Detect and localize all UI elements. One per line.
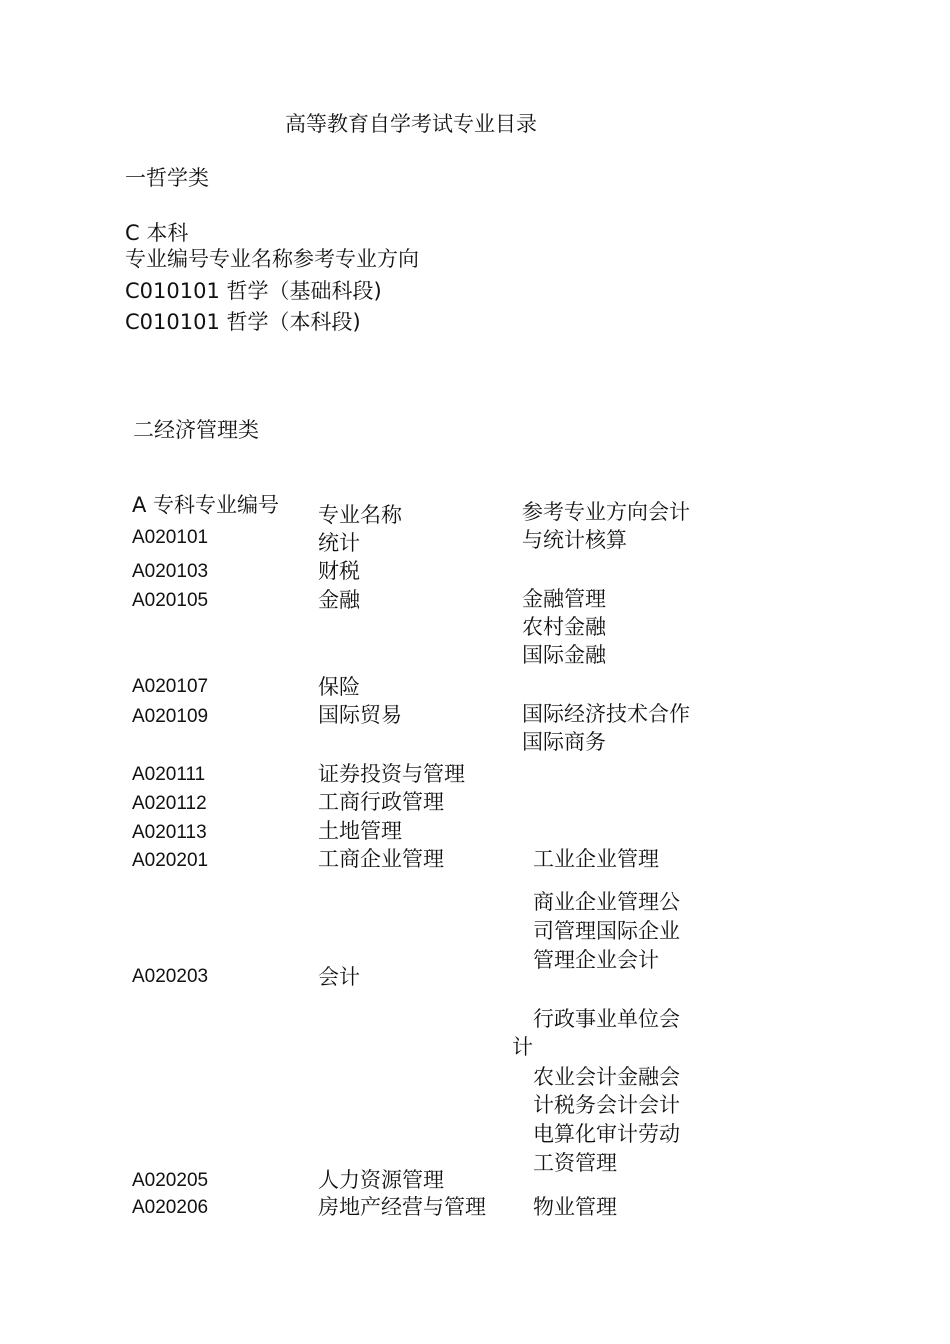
major-code: A020206 <box>132 1197 209 1218</box>
direction-text: 计税务会计会计 <box>533 1093 680 1117</box>
major-code: A020103 <box>132 561 209 582</box>
major-code: A020201 <box>132 850 209 871</box>
column-header-direction: 参考专业方向会计 <box>522 500 690 524</box>
major-code: A020105 <box>132 590 209 611</box>
major-name: 土地管理 <box>318 819 402 843</box>
direction-text: 工业企业管理 <box>533 847 659 871</box>
direction-text: 计 <box>512 1035 533 1059</box>
direction-text: 与统计核算 <box>522 528 627 552</box>
table-row: C010101 哲学（本科段) <box>125 310 361 334</box>
direction-text: 行政事业单位会 <box>533 1007 680 1031</box>
direction-text: 农业会计金融会 <box>533 1065 680 1089</box>
major-name: 工商企业管理 <box>318 847 444 871</box>
direction-text: 国际商务 <box>522 730 606 754</box>
direction-text: 国际经济技术合作 <box>522 702 690 726</box>
column-header-name: 专业名称 <box>318 503 402 527</box>
direction-text: 司管理国际企业 <box>533 919 680 943</box>
direction-text: 商业企业管理公 <box>533 890 680 914</box>
major-name: 财税 <box>318 559 360 583</box>
major-code: A020205 <box>132 1170 209 1191</box>
direction-text: 管理企业会计 <box>533 948 659 972</box>
column-header-code: A 专科专业编号 <box>132 493 280 517</box>
major-name: 工商行政管理 <box>318 790 444 814</box>
major-code: A020113 <box>132 822 207 843</box>
direction-text: 农村金融 <box>522 615 606 639</box>
major-code: A020109 <box>132 706 209 727</box>
direction-text: 物业管理 <box>533 1195 617 1219</box>
major-name: 保险 <box>318 675 360 699</box>
major-name: 金融 <box>318 588 360 612</box>
section-heading-philosophy: 一哲学类 <box>125 166 209 190</box>
major-name: 证券投资与管理 <box>318 762 465 786</box>
direction-text: 国际金融 <box>522 643 606 667</box>
direction-text: 金融管理 <box>522 587 606 611</box>
section-heading-economics: 二经济管理类 <box>133 418 259 442</box>
table-row: C010101 哲学（基础科段) <box>125 279 382 303</box>
level-label-undergrad: C 本科 <box>125 221 189 245</box>
page-title: 高等教育自学考试专业目录 <box>285 112 537 136</box>
direction-text: 工资管理 <box>533 1151 617 1175</box>
major-code: A020112 <box>132 793 207 814</box>
major-name: 房地产经营与管理 <box>318 1195 486 1219</box>
major-name: 会计 <box>318 965 360 989</box>
major-code: A020107 <box>132 676 209 697</box>
major-code: A020101 <box>132 527 209 548</box>
major-code: A020111 <box>132 764 206 785</box>
direction-text: 电算化审计劳动 <box>533 1122 680 1146</box>
major-name: 统计 <box>318 531 360 555</box>
major-name: 国际贸易 <box>318 703 402 727</box>
major-code: A020203 <box>132 966 209 987</box>
major-name: 人力资源管理 <box>318 1168 444 1192</box>
table-header-row: 专业编号专业名称参考专业方向 <box>125 247 419 271</box>
